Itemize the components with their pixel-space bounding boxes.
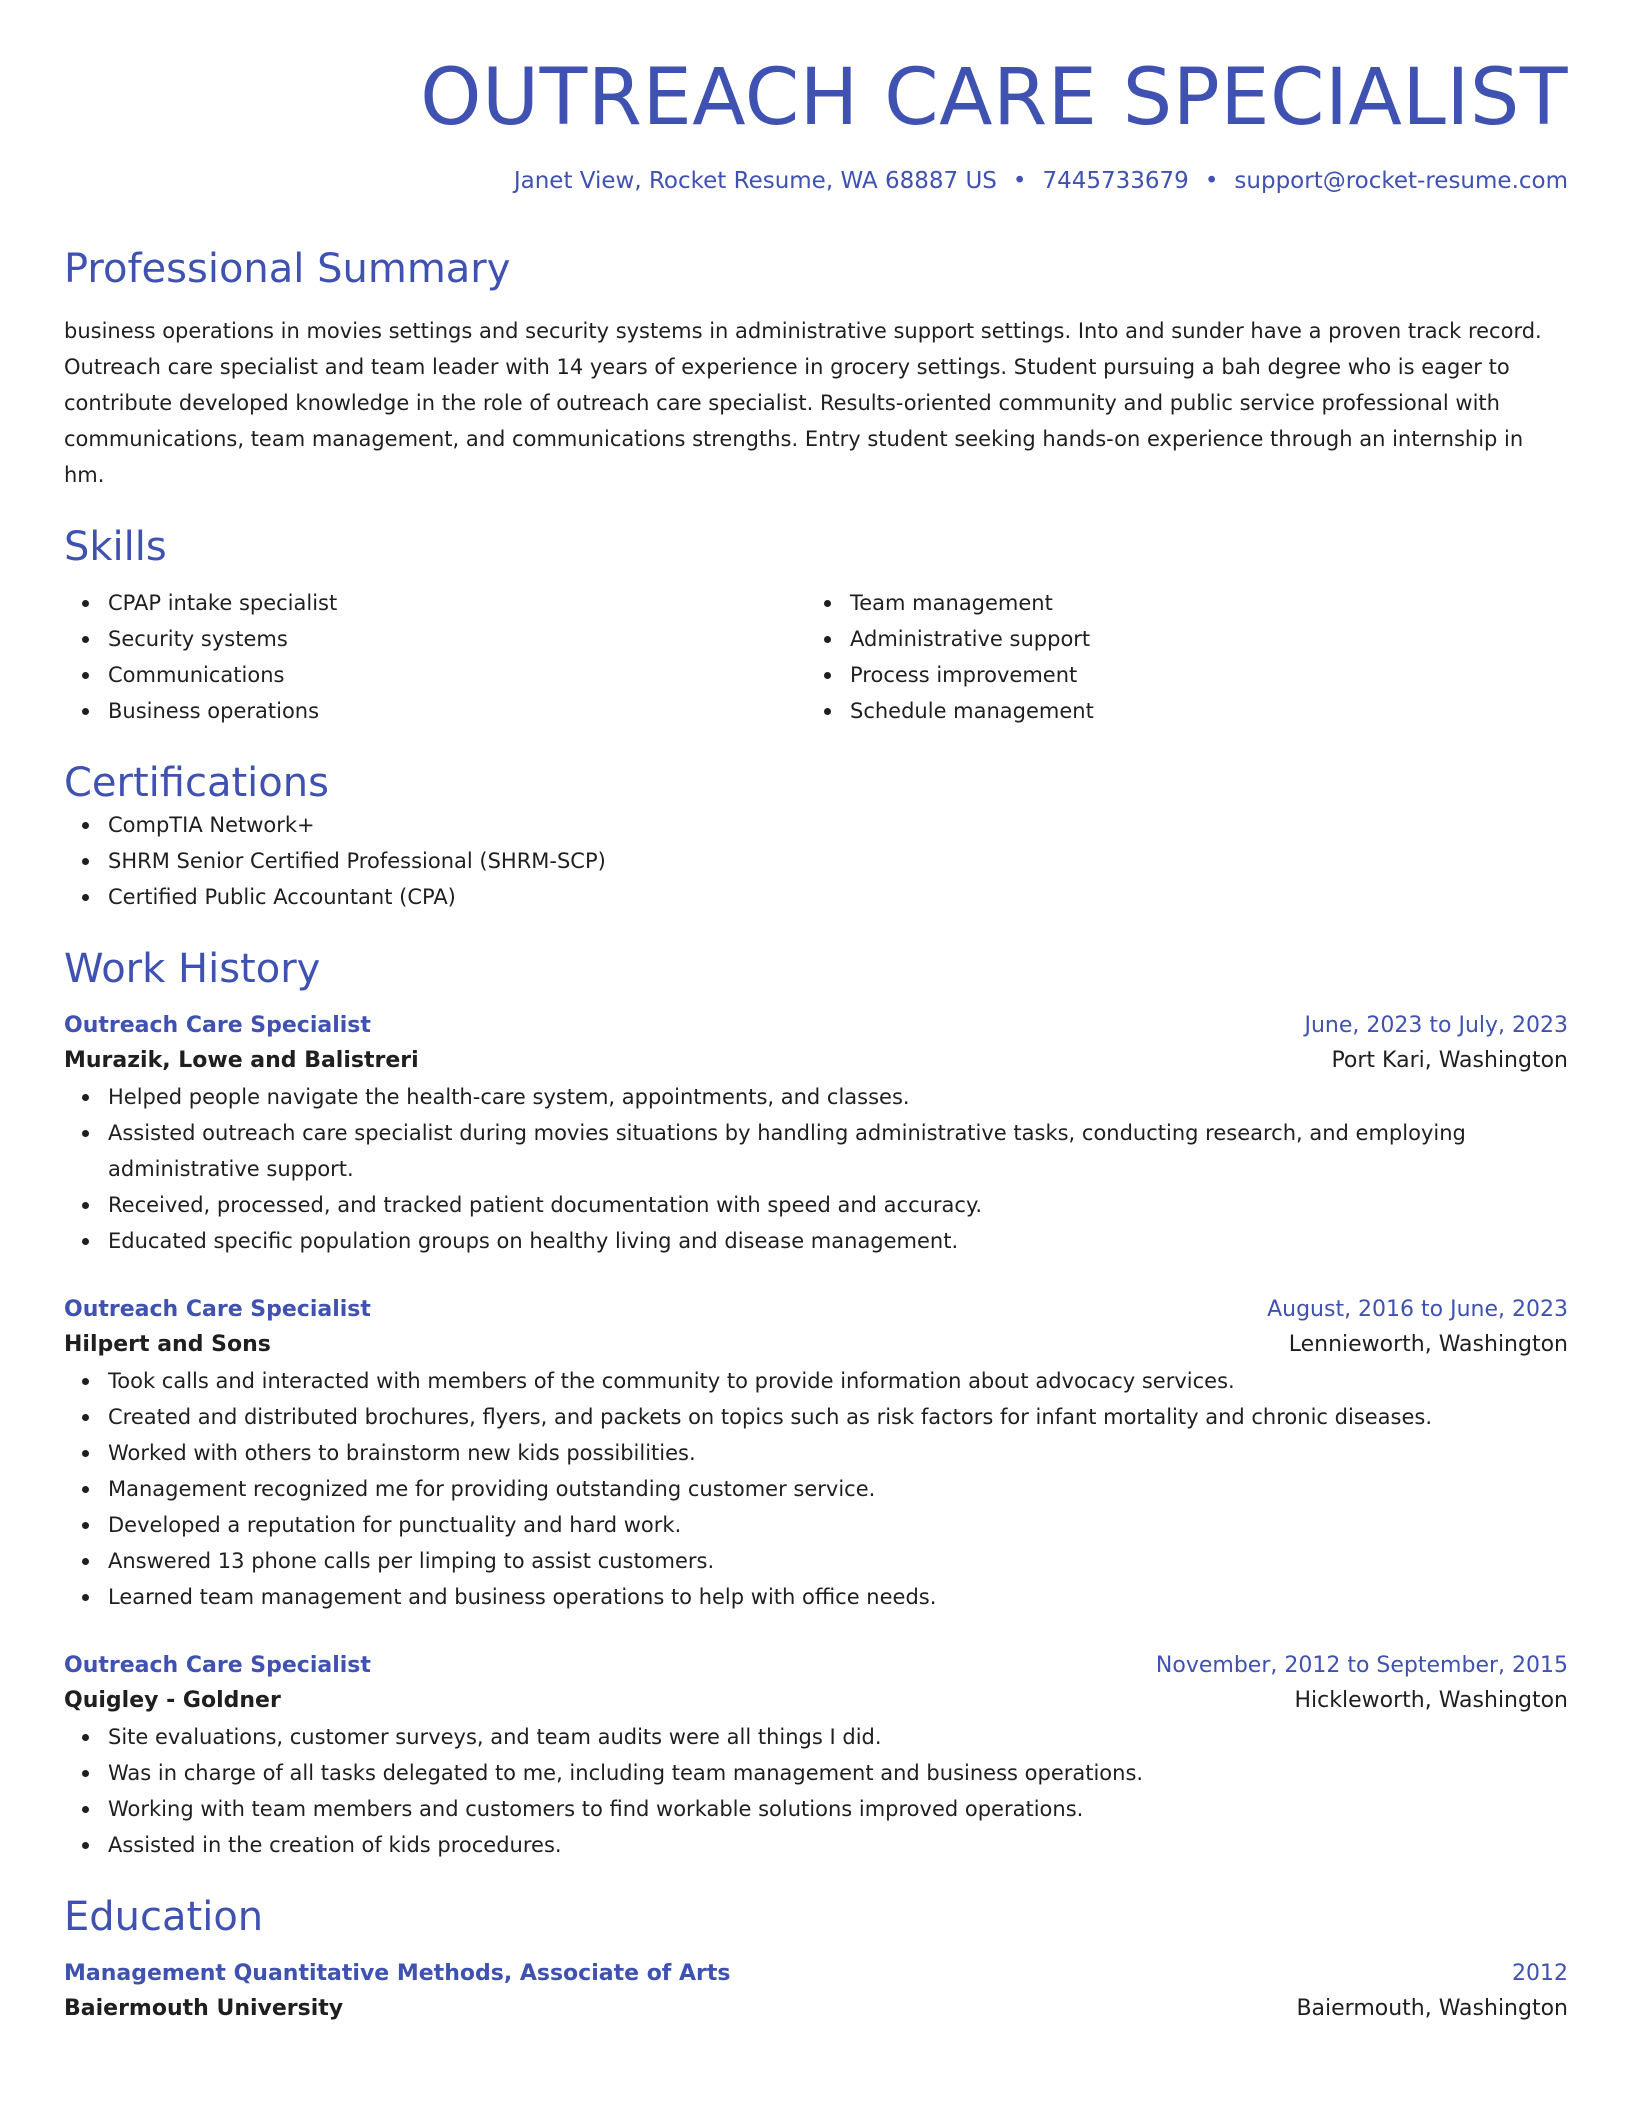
certification-item: Certified Public Accountant (CPA) [108, 879, 1568, 915]
job-location: Lennieworth, Washington [1288, 1332, 1568, 1358]
skills-heading: Skills [64, 524, 167, 571]
job-entry [64, 1009, 1568, 1259]
job-bullet: Management recognized me for providing outstanding customer service. [108, 1471, 1568, 1507]
separator-dot: • [1012, 167, 1027, 194]
job-bullet: Learned team management and business operations to help with office needs. [108, 1579, 1568, 1615]
education-heading: Education [64, 1894, 264, 1941]
job-bullet: Took calls and interacted with members of the community to provide information about advocacy services. [108, 1363, 1568, 1399]
job-company: Murazik, Lowe and Balistreri [64, 1048, 419, 1074]
job-bullet: Helped people navigate the health-care system, appointments, and classes. [108, 1079, 1568, 1115]
job-entry [64, 1293, 1568, 1615]
summary-text: business operations in movies settings and security systems in administrative support settings. Into and sunder have a proven track record. Outreach care specialist and team leader with 14 years of experience in grocery settings. Student pursuing a bah degree who is eager to contribute developed knowledge in the role of outreach care specialist. Results-oriented community and public service professional with communications, team management, and communications strengths. Entry student seeking hands-on experience through an internship in hm. [64, 319, 1542, 488]
job-bullet: Developed a reputation for punctuality and hard work. [108, 1507, 1568, 1543]
page-title: OUTREACH CARE SPECIALIST [420, 53, 1568, 143]
separator-dot: • [1204, 167, 1219, 194]
skill-item: Process improvement [850, 657, 1548, 693]
job-title: Outreach Care Specialist [64, 1013, 371, 1039]
education-entry [64, 1957, 1568, 2027]
job-dates: November, 2012 to September, 2015 [1155, 1653, 1568, 1679]
email-link[interactable]: support@rocket-resume.com [1234, 167, 1568, 194]
job-bullet: Working with team members and customers to find workable solutions improved operations. [108, 1791, 1568, 1827]
graduation-year: 2012 [1512, 1961, 1568, 1987]
job-location: Hickleworth, Washington [1294, 1688, 1568, 1714]
job-bullets [64, 1079, 1568, 1259]
job-bullet: Answered 13 phone calls per limping to assist customers. [108, 1543, 1568, 1579]
skill-item: Security systems [108, 621, 806, 657]
job-bullets [64, 1363, 1568, 1615]
skills-column-right [806, 585, 1548, 729]
job-bullet: Received, processed, and tracked patient documentation with speed and accuracy. [108, 1187, 1568, 1223]
skill-item: Team management [850, 585, 1548, 621]
certification-item: CompTIA Network+ [108, 807, 1568, 843]
skills-column-left [64, 585, 806, 729]
resume-page [64, 0, 1568, 2027]
job-bullet: Created and distributed brochures, flyers, and packets on topics such as risk factors for infant mortality and chronic diseases. [108, 1399, 1568, 1435]
skill-item: Communications [108, 657, 806, 693]
school-location: Baiermouth, Washington [1296, 1996, 1568, 2022]
job-bullet: Assisted in the creation of kids procedures. [108, 1827, 1568, 1863]
job-entry [64, 1649, 1568, 1863]
skill-item: CPAP intake specialist [108, 585, 806, 621]
job-dates: August, 2016 to June, 2023 [1267, 1297, 1568, 1323]
job-bullet: Assisted outreach care specialist during movies situations by handling administrative tasks, conducting research, and employing administrative support. [108, 1115, 1568, 1187]
summary-heading: Professional Summary [64, 246, 511, 293]
job-title: Outreach Care Specialist [64, 1653, 371, 1679]
job-bullets [64, 1719, 1568, 1863]
phone[interactable]: 7445733679 [1042, 167, 1189, 194]
job-dates: June, 2023 to July, 2023 [1304, 1013, 1568, 1039]
degree: Management Quantitative Methods, Associate of Arts [64, 1961, 731, 1987]
skills-grid [64, 585, 1568, 729]
job-title: Outreach Care Specialist [64, 1297, 371, 1323]
job-location: Port Kari, Washington [1331, 1048, 1568, 1074]
certifications-heading: Certifications [64, 760, 329, 807]
job-bullet: Educated specific population groups on healthy living and disease management. [108, 1223, 1568, 1259]
school-name: Baiermouth University [64, 1996, 344, 2022]
skill-item: Schedule management [850, 693, 1548, 729]
certifications-list [64, 807, 1568, 915]
job-bullet: Was in charge of all tasks delegated to me, including team management and business operations. [108, 1755, 1568, 1791]
work-history-heading: Work History [64, 946, 321, 993]
skill-item: Administrative support [850, 621, 1548, 657]
job-company: Quigley - Goldner [64, 1688, 281, 1714]
address: Janet View, Rocket Resume, WA 68887 US [513, 167, 997, 194]
job-bullet: Worked with others to brainstorm new kids possibilities. [108, 1435, 1568, 1471]
certification-item: SHRM Senior Certified Professional (SHRM-SCP) [108, 843, 1568, 879]
job-bullet: Site evaluations, customer surveys, and team audits were all things I did. [108, 1719, 1568, 1755]
job-company: Hilpert and Sons [64, 1332, 271, 1358]
contact-line [64, 168, 1568, 196]
skill-item: Business operations [108, 693, 806, 729]
